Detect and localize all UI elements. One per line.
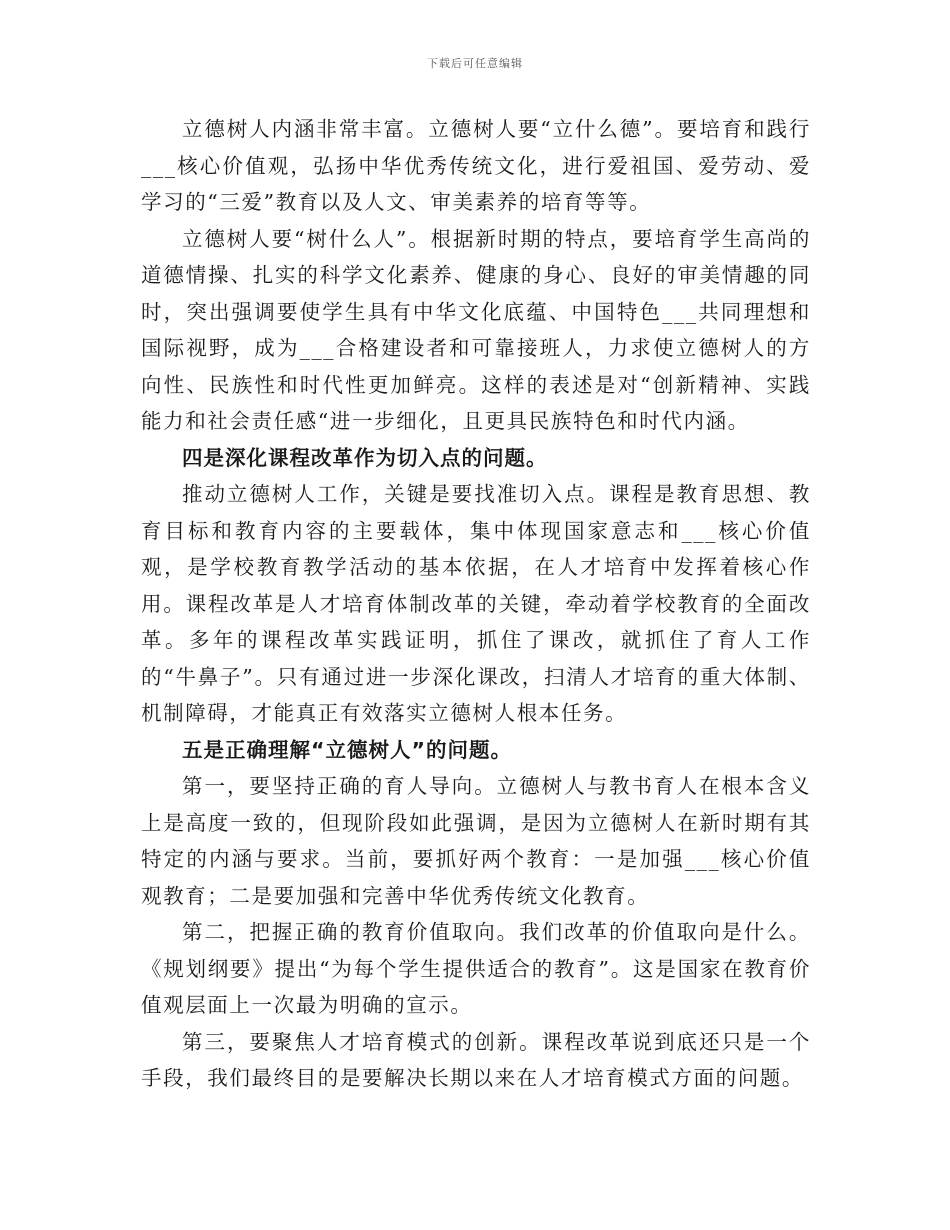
document-body — [141, 111, 811, 1097]
paragraph-5: 第二，把握正确的教育价值取向。我们改革的价值取向是什么。《规划纲要》提出“为每个学生提供适合的教育”。这是国家在教育价值观层面上一次最为明确的宣示。 — [141, 920, 811, 1017]
page-header: 下载后可任意编辑 — [427, 57, 523, 70]
section-heading-4: 四是深化课程改革作为切入点的问题。 — [182, 445, 548, 470]
paragraph-3: 推动立德树人工作，关键是要找准切入点。课程是教育思想、教育目标和教育内容的主要载体，集中体现国家意志和___核心价值观，是学校教育教学活动的基本依据，在人才培育中发挥着核心作用。课程改革是人才培育体制改革的关键，牵动着学校教育的全面改革。多年的课程改革实践证明，抓住了课改，就抓住了育人工作的“牛鼻子”。只有通过进一步深化课改，扫清人才培育的重大体制、机制障碍，才能真正有效落实立德树人根本任务。 — [141, 482, 811, 725]
section-heading-5: 五是正确理解“立德树人”的问题。 — [182, 737, 512, 762]
paragraph-4: 第一，要坚持正确的育人导向。立德树人与教书育人在根本含义上是高度一致的，但现阶段如此强调，是因为立德树人在新时期有其特定的内涵与要求。当前，要抓好两个教育：一是加强___核心价值观教育；二是要加强和完善中华优秀传统文化教育。 — [141, 774, 811, 908]
paragraph-2: 立德树人要“树什么人”。根据新时期的特点，要培育学生高尚的道德情操、扎实的科学文化素养、健康的身心、良好的审美情趣的同时，突出强调要使学生具有中华文化底蕴、中国特色___共同理想和国际视野，成为___合格建设者和可靠接班人，力求使立德树人的方向性、民族性和时代性更加鲜亮。这样的表述是对“创新精神、实践能力和社会责任感“进一步细化，且更具民族特色和时代内涵。 — [141, 226, 811, 433]
paragraph-6: 第三，要聚焦人才培育模式的创新。课程改革说到底还只是一个手段，我们最终目的是要解决长期以来在人才培育模式方面的问题。 — [141, 1029, 811, 1090]
paragraph-1: 立德树人内涵非常丰富。立德树人要“立什么德”。要培育和践行___核心价值观，弘扬中华优秀传统文化，进行爱祖国、爱劳动、爱学习的“三爱”教育以及人文、审美素养的培育等等。 — [141, 117, 811, 214]
